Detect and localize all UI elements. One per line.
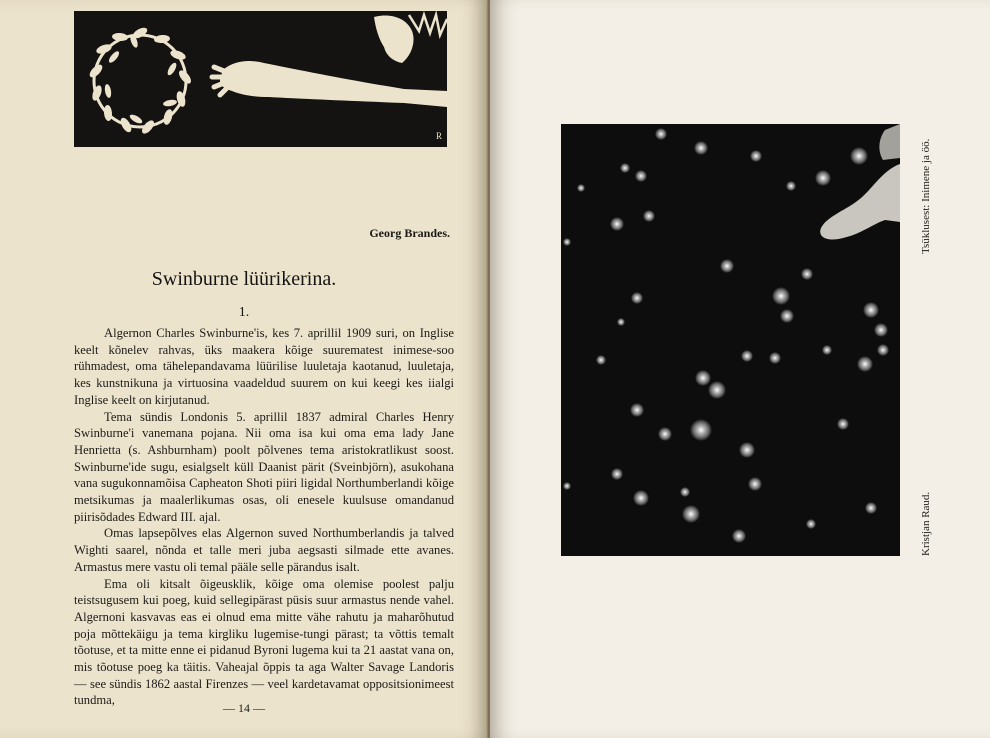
- section-number: 1.: [238, 305, 250, 320]
- paragraph: Omas lapsepõlves elas Algernon suved Northumberlandis ja talved Wighti saarel, nõnda et talle meri juba aegsasti silmade ette avanes. Armastus mere vastu oli temal pääle selle pärandus isalt.: [74, 526, 454, 574]
- artwork-plate: [561, 124, 900, 556]
- plate-caption-artist: Kristjan Raud.: [920, 491, 932, 556]
- paragraph: Algernon Charles Swinburne'is, kes 7. aprillil 1909 suri, on Inglise keelt kõnelev rahvas, üks maakera kõige suurematest inimese-soo rühmadest, oma tähelepandavama lüürilise luuletaja kaotanud, luuletaja, kes kunstnikuna ja virtuosina vaadeldud suurem on kui keegi kes iialgi Inglise keelt on kirjutanud.: [74, 326, 454, 407]
- plate-caption-series: Tsüklusest: Inimene ja öö.: [920, 138, 932, 254]
- author-name: Georg Brandes.: [369, 226, 450, 240]
- article-title: Swinburne lüürikerina.: [151, 268, 337, 290]
- monogram-icon: R: [436, 131, 443, 141]
- paragraph: Tema sündis Londonis 5. aprillil 1837 admiral Charles Henry Swinburne'i vanemana pojana. Nii oma isa kui oma ema lady Jane Henrietta (s. Ashburnham) poolt põlvenes tema aristokratlikust soost. Swinburne'ide sugu, esialgselt küll Daanist pärit (Sveinbjörn), asukohana vana sugukonnamõisa Capheaton Shoti piiri ligidal Northumberlandi kõige metsikumas ja maalerlikumas osas, oli enesele kuulsuse omandanud piirisõdades Edward III. ajal.: [74, 409, 454, 524]
- left-page: [0, 0, 488, 738]
- article-body: [74, 325, 454, 709]
- paragraph: Ema oli kitsalt õigeusklik, kõige oma olemise poolest palju teistsugusem kui poeg, kuid sellegipärast püsis suur armastus nende vahel. Algernoni kasvavas eas ei olnud ema mitte vähe rahutu ja maharõhutud poja mõttekäigu ja tema kirgliku lugemise-tungi pärast; ta võttis temalt tõotuse, et ta mitte enne ei pidanud Byroni lugema kui ta 21 aastat vana on, mis tõotuse poeg ka täitis. Vaheajal õppis ta aga Walter Savage Landoris — see sündis 1862 aastal Firenzes — veel kardetavamat oppositsionimeest tundma,: [74, 576, 454, 708]
- page-number: — 14 —: [223, 701, 265, 715]
- header-vignette: [74, 11, 447, 147]
